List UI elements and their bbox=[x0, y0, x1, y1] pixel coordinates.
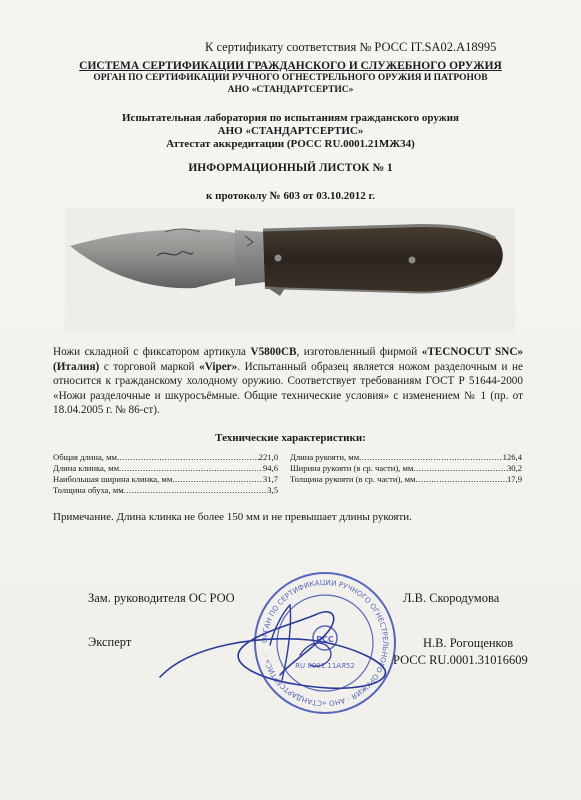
signature-stroke bbox=[160, 612, 385, 688]
spec-value: 3,5 bbox=[267, 485, 278, 495]
signatory-name-1: Л.В. Скородумова bbox=[403, 591, 500, 605]
sheet-title: ИНФОРМАЦИОННЫЙ ЛИСТОК № 1 bbox=[188, 162, 393, 174]
spec-label: Толщина рукояти (в ср. части), мм bbox=[290, 474, 416, 484]
product-description bbox=[53, 345, 523, 418]
organ-line-1: ОРГАН ПО СЕРТИФИКАЦИИ РУЧНОГО ОГНЕСТРЕЛЬНОГО ОРУЖИЯ И ПАТРОНОВ bbox=[93, 73, 488, 83]
note: Примечание. Длина клинка не более 150 мм и не превышает длины рукояти. bbox=[53, 511, 412, 523]
spec-row bbox=[290, 463, 522, 474]
spec-leader bbox=[124, 485, 268, 496]
desc-article: V5800CB bbox=[250, 346, 297, 358]
protocol-reference: к протоколу № 603 от 03.10.2012 г. bbox=[206, 190, 375, 202]
signatory-role-2: Эксперт bbox=[88, 635, 132, 649]
spec-leader bbox=[359, 452, 503, 463]
desc-maker: «TECNOCUT SNC» bbox=[421, 346, 523, 358]
desc-text: , изготовленный фирмой bbox=[296, 346, 422, 358]
lab-line-3: Аттестат аккредитации (РОСС RU.0001.21МЖ34) bbox=[166, 138, 415, 150]
system-title: СИСТЕМА СЕРТИФИКАЦИИ ГРАЖДАНСКОГО И СЛУЖЕБНОГО ОРУЖИЯ bbox=[79, 60, 502, 72]
desc-text: Ножи складной с фиксатором артикула bbox=[53, 346, 251, 358]
spec-label: Длина клинка, мм bbox=[53, 463, 120, 473]
desc-text: . Испытанный образец является ножом разделочным и не относится к гражданскому холодному оружию. Соответствует требованиям ГОСТ Р 51644-2000 «Ножи разделочные и шкуросъёмные. Общие технические условия» с изменением № 1 (пр. от 18.04.2005 г. № 86-ст). bbox=[53, 360, 523, 416]
certification-header bbox=[0, 60, 581, 96]
stamp-center-code: RU 0001.11АЯ52 bbox=[295, 662, 355, 670]
spec-label: Ширина рукояти (в ср. части), мм bbox=[290, 463, 414, 473]
desc-country: (Италия) bbox=[53, 360, 100, 373]
specs-left-column bbox=[53, 452, 278, 496]
spec-value: 126,4 bbox=[502, 452, 522, 462]
spec-value: 221,0 bbox=[258, 452, 278, 462]
knife-photo bbox=[65, 208, 515, 333]
spec-label: Длина рукояти, мм bbox=[290, 452, 360, 462]
signatory-name-2: Н.В. Рогощенков bbox=[423, 636, 514, 650]
organ-line-2: АНО «СТАНДАРТСЕРТИС» bbox=[227, 85, 354, 95]
stamp-ring-text: ОРГАН ПО СЕРТИФИКАЦИИ РУЧНОГО ОГНЕСТРЕЛЬНОГО ОРУЖИЯ · АНО «СТАНДАРТСЕРТИС» · bbox=[259, 577, 391, 709]
handle-pin bbox=[409, 257, 416, 264]
spec-leader bbox=[415, 474, 506, 485]
spec-leader bbox=[413, 463, 507, 474]
spec-leader bbox=[117, 452, 259, 463]
spec-value: 17,9 bbox=[506, 474, 522, 484]
spec-row bbox=[53, 485, 278, 496]
expert-registration-code: РОСС RU.0001.31016609 bbox=[393, 653, 528, 667]
handle-pin bbox=[275, 255, 282, 262]
signatory-role-1: Зам. руководителя ОС РОО bbox=[88, 591, 235, 605]
lab-line-2: АНО «СТАНДАРТСЕРТИС» bbox=[217, 125, 364, 137]
spec-label: Толщина обуха, мм bbox=[53, 485, 124, 495]
stamp-emblem-icon: РСС bbox=[316, 635, 334, 644]
laboratory-block bbox=[0, 112, 581, 151]
spec-leader bbox=[172, 474, 263, 485]
spec-row bbox=[290, 474, 522, 485]
spec-value: 30,2 bbox=[506, 463, 522, 473]
spec-value: 94,6 bbox=[262, 463, 278, 473]
spec-row bbox=[53, 463, 278, 474]
spec-leader bbox=[119, 463, 263, 474]
desc-text: с торговой маркой bbox=[99, 360, 200, 373]
knife-bolster bbox=[235, 230, 265, 286]
desc-brand: «Viper» bbox=[199, 360, 238, 373]
spec-row bbox=[53, 452, 278, 463]
signature-stroke bbox=[300, 643, 331, 666]
specs-right-column bbox=[290, 452, 522, 485]
spec-row bbox=[290, 452, 522, 463]
signature-stroke bbox=[270, 605, 291, 680]
spec-label: Общая длина, мм bbox=[53, 452, 117, 462]
spec-value: 31,7 bbox=[262, 474, 278, 484]
knife-handle bbox=[263, 226, 503, 293]
spec-label: Наибольшая ширина клинка, мм bbox=[53, 474, 173, 484]
lab-line-1: Испытательная лаборатория по испытаниям гражданского оружия bbox=[122, 112, 459, 124]
spec-row bbox=[53, 474, 278, 485]
specs-title: Технические характеристики: bbox=[215, 432, 366, 444]
certificate-reference: К сертификату соответствия № РОСС IT.SA02.A18995 bbox=[205, 40, 497, 54]
